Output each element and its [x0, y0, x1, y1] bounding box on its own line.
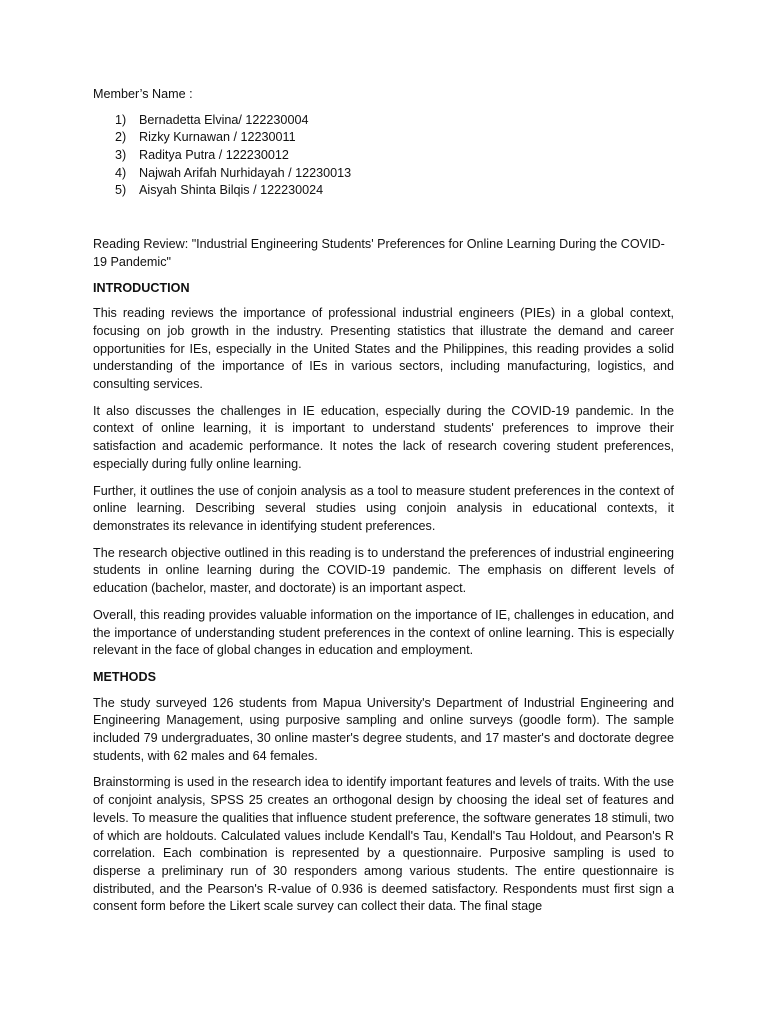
list-item-number: 5) — [115, 183, 127, 198]
review-title: Reading Review: "Industrial Engineering Students' Preferences for Online Learning During the COVID-19 Pandemic" — [93, 237, 665, 269]
list-item — [93, 165, 674, 183]
list-item-number: 1) — [115, 112, 127, 127]
list-item-number: 4) — [115, 165, 127, 180]
methods-paragraph: The study surveyed 126 students from Mapua University's Department of Industrial Engineering and Engineering Management, using purposive sampling and online surveys (goodle form). The sample included 79 undergraduates, 30 online master's degree students, and 17 master's and doctorate degree students, with 62 males and 64 females. — [93, 695, 674, 763]
document-page — [93, 86, 674, 925]
list-item — [93, 129, 674, 147]
methods-heading: METHODS — [93, 669, 156, 684]
introduction-paragraph: It also discusses the challenges in IE education, especially during the COVID-19 pandemic. In the context of online learning, it is important to understand students' preferences to improve their satisfaction and academic performance. It notes the lack of research covering student preferences, especially during fully online learning. — [93, 403, 674, 471]
introduction-paragraph: This reading reviews the importance of professional industrial engineers (PIEs) in a global context, focusing on job growth in the industry. Presenting statistics that illustrate the demand and career opportunities for IEs, especially in the United States and the Philippines, this reading provides a solid understanding of the importance of IEs in various sectors, including manufacturing, logistics, and consulting services. — [93, 306, 674, 392]
list-item — [93, 182, 674, 200]
introduction-paragraph: The research objective outlined in this reading is to understand the preferences of industrial engineering students in online learning during the COVID-19 pandemic. The emphasis on different levels of education (bachelor, master, and doctorate) is an important aspect. — [93, 545, 674, 596]
member-list — [93, 112, 674, 200]
list-item-number: 3) — [115, 148, 127, 163]
member-entry: Aisyah Shinta Bilqis / 122230024 — [139, 183, 324, 198]
list-item — [93, 112, 674, 130]
member-entry: Najwah Arifah Nurhidayah / 12230013 — [139, 165, 352, 180]
members-label: Member’s Name : — [93, 87, 193, 101]
introduction-paragraph: Overall, this reading provides valuable information on the importance of IE, challenges in education, and the importance of understanding student preferences in the context of online learning. This is especially relevant in the face of global changes in education and employment. — [93, 607, 674, 658]
list-item — [93, 147, 674, 165]
introduction-heading: INTRODUCTION — [93, 280, 190, 295]
member-entry: Raditya Putra / 122230012 — [139, 148, 289, 163]
methods-paragraph: Brainstorming is used in the research idea to identify important features and levels of traits. With the use of conjoint analysis, SPSS 25 creates an orthogonal design by choosing the ideal set of features and levels. To measure the qualities that influence student preference, the software generates 18 stimuli, two of which are holdouts. Calculated values include Kendall's Tau, Kendall's Tau Holdout, and Pearson's R correlation. Each combination is represented by a questionnaire. Purposive sampling is used to disperse a preliminary run of 30 responders among various students. The entire questionnaire is distributed, and the Pearson's R-value of 0.936 is deemed satisfactory. Respondents must first sign a consent form before the Likert scale survey can collect their data. The final stage — [93, 775, 674, 914]
introduction-paragraph: Further, it outlines the use of conjoin analysis as a tool to measure student preferences in the context of online learning. Describing several studies using conjoin analysis in educational contexts, it demonstrates its relevance in identifying student preferences. — [93, 483, 674, 533]
member-entry: Bernadetta Elvina/ 122230004 — [139, 112, 309, 127]
list-item-number: 2) — [115, 130, 127, 145]
member-entry: Rizky Kurnawan / 12230011 — [139, 130, 296, 145]
